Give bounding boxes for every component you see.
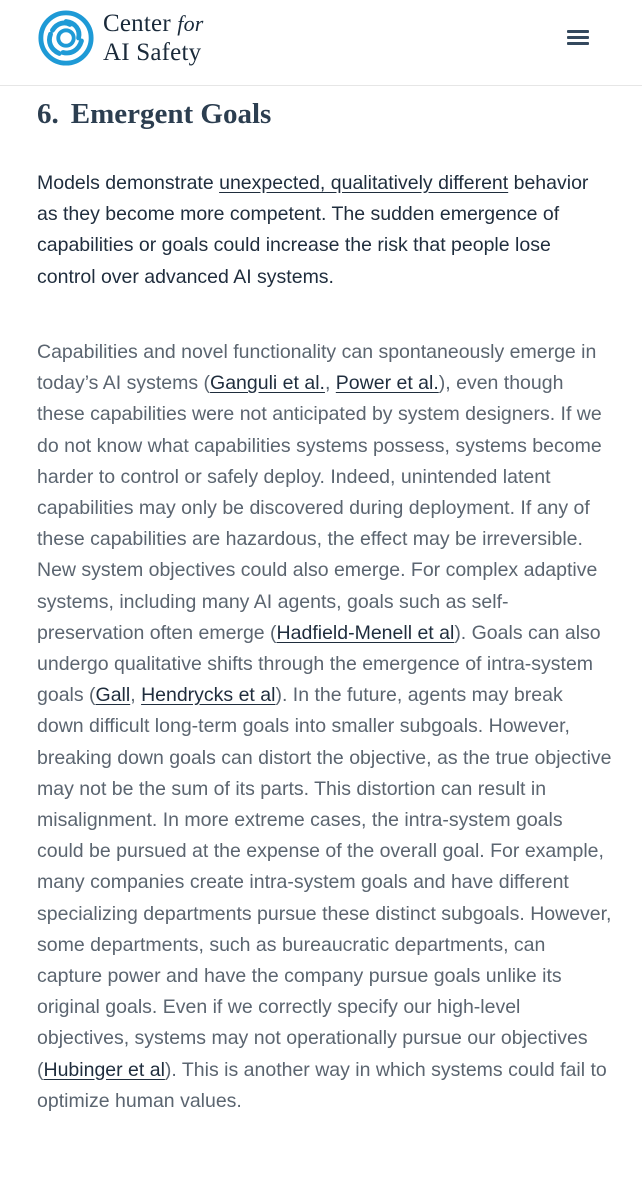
hadfield-menell-link[interactable]: Hadfield-Menell et al — [276, 621, 455, 644]
intro-paragraph — [37, 168, 612, 293]
body-paragraph — [37, 337, 612, 1117]
spiral-logo-icon[interactable] — [37, 9, 95, 67]
intro-text: Models demonstrate — [37, 172, 220, 194]
hubinger-link[interactable]: Hubinger et al — [43, 1058, 165, 1081]
power-link[interactable]: Power et al. — [335, 372, 439, 395]
body-text-segment: ), even though these capabilities were not anticipated by system designers. If we do not know what capabilities systems possess, systems become harder to control or safely deploy. Indeed, unintended latent capabilities may only be discovered during deployment. If any of these capabilities are hazardous, the effect may be irreversible. New system objectives could also emerge. For complex adaptive systems, including many AI agents, goals such as self-preservation often emerge ( — [37, 372, 602, 644]
ganguli-link[interactable]: Ganguli et al. — [210, 372, 325, 395]
body-text-segment: Capabilities and novel functionality can spontaneously emerge in today’s AI systems ( — [37, 341, 597, 395]
logo-word-ai-safety: AI Safety — [103, 39, 202, 66]
site-logo-text[interactable] — [103, 10, 204, 67]
logo-word-center: Center — [103, 10, 171, 37]
hendrycks-link[interactable]: Hendrycks et al — [141, 684, 276, 707]
unexpected-behavior-link[interactable]: unexpected, qualitatively different — [219, 172, 509, 194]
body-text-segment: , — [130, 684, 142, 707]
site-header — [0, 0, 642, 86]
gall-link[interactable]: Gall — [95, 684, 131, 707]
body-text-segment: ). In the future, agents may break down difficult long-term goals into smaller subgoals. However, breaking down goals can distort the objective, as the true objective may not be the sum of its parts. This distortion can result in misalignment. In more extreme cases, the intra-system goals could be pursued at the expense of the overall goal. For example, many companies create intra-system goals and have different specializing departments pursue these distinct subgoals. However, some departments, such as bureaucratic departments, can capture power and have the company pursue goals unlike its original goals. Even if we correctly specify our high-level objectives, systems may not operationally pursue our objectives ( — [37, 684, 612, 1081]
intro-text-continued: behavior as they become more competent. The sudden emergence of capabilities or goals could increase the risk that people lose control over advanced AI systems. — [37, 172, 589, 288]
section-title: Emergent Goals — [70, 98, 272, 130]
body-text-segment: , — [324, 372, 336, 395]
hamburger-menu-icon[interactable] — [565, 27, 591, 49]
section-heading — [37, 98, 271, 131]
body-text-segment: ). This is another way in which systems could fail to optimize human values. — [37, 1058, 607, 1112]
body-text-segment: ). Goals can also undergo qualitative shifts through the emergence of intra-system goals ( — [37, 621, 601, 707]
section-number: 6. — [37, 98, 59, 130]
logo-word-for: for — [177, 11, 204, 36]
